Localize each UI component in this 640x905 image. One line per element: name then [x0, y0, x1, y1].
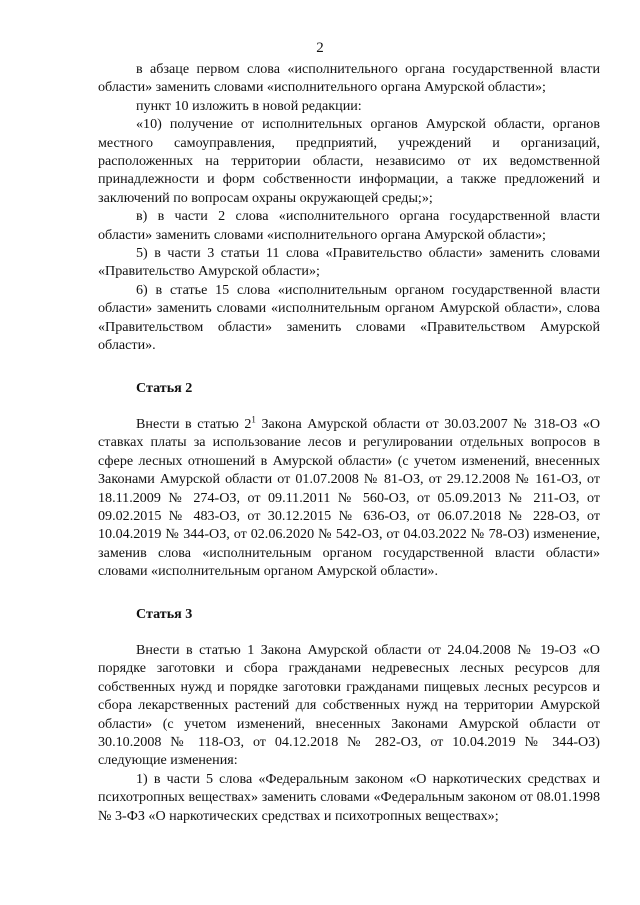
- paragraph-first-clause: в абзаце первом слова «исполнительного органа государственной власти области» заменить словами «исполнительного органа Амурской области»;: [98, 61, 600, 96]
- page-number: 2: [316, 40, 324, 56]
- paragraph-item-10-intro: пункт 10 изложить в новой редакции:: [136, 97, 362, 114]
- article-2-intro-start: Внести в статью 2: [136, 415, 252, 432]
- article-3-item-1: 1) в части 5 слова «Федеральным законом «О наркотических средствах и психотропных веществах» заменить словами «Федеральным законом от 08.01.1998 № 3-ФЗ «О наркотических средствах и психотропных веществах»;: [98, 770, 600, 824]
- paragraph-item-6: 6) в статье 15 слова «исполнительным органом государственной власти области» заменить словами «исполнительным органом Амурской области», слова «Правительством области» заменить словами «Правительством Амурской области».: [98, 281, 600, 354]
- paragraph-item-10-text: «10) получение от исполнительных органов Амурской области, органов местного самоуправления, предприятий, учреждений и организаций, расположенных на территории области, независимо от их ведомственной принадлежности и форм собственности информации, а также предложений и заключений по вопросам охраны окружающей среды;»;: [98, 116, 600, 206]
- article-2-text: [98, 415, 600, 581]
- article-2-superscript: 1: [251, 414, 256, 425]
- document-body: [98, 60, 600, 825]
- article-3-intro: Внести в статью 1 Закона Амурской области от 24.04.2008 № 19-ОЗ «О порядке заготовки и сбора гражданами недревесных лесных ресурсов для собственных нужд и порядке заготовки гражданами пищевых лесных ресурсов и сбора лекарственных растений для собственных нужд на территории Амурской области» (с учетом изменений, внесенных Законами Амурской области от 30.10.2008 № 118-ОЗ, от 04.12.2018 № 282-ОЗ, от 10.04.2019 № 344-ОЗ) следующие изменения:: [98, 641, 600, 769]
- article-3-heading: Статья 3: [136, 605, 193, 622]
- paragraph-item-5: 5) в части 3 статьи 11 слова «Правительство области» заменить словами «Правительство Амурской области»;: [98, 245, 600, 280]
- article-2-heading: Статья 2: [136, 379, 193, 396]
- article-2-intro-rest: Закона Амурской области от 30.03.2007 № 318-ОЗ «О ставках платы за использование лесов и регулировании отдельных вопросов в сфере лесных отношений в Амурской области» (с учетом изменений, внесенных Законами Амурской области от 01.07.2008 № 81-ОЗ, от 29.12.2008 № 161-ОЗ, от 18.11.2009 № 274-ОЗ, от 09.11.2011 № 560-ОЗ, от 05.09.2013 № 211-ОЗ, от 09.02.2015 № 483-ОЗ, от 30.12.2015 № 636-ОЗ, от 06.07.2018 № 228-ОЗ, от 10.04.2019 № 344-ОЗ, от 02.06.2020 № 542-ОЗ, от 04.03.2022 № 78-ОЗ) изменение, заменив слова «исполнительным органом государственной власти области» словами «исполнительным органом Амурской области».: [98, 415, 600, 580]
- paragraph-part-2: в) в части 2 слова «исполнительного органа государственной власти области» заменить словами «исполнительного органа Амурской области»;: [98, 208, 600, 243]
